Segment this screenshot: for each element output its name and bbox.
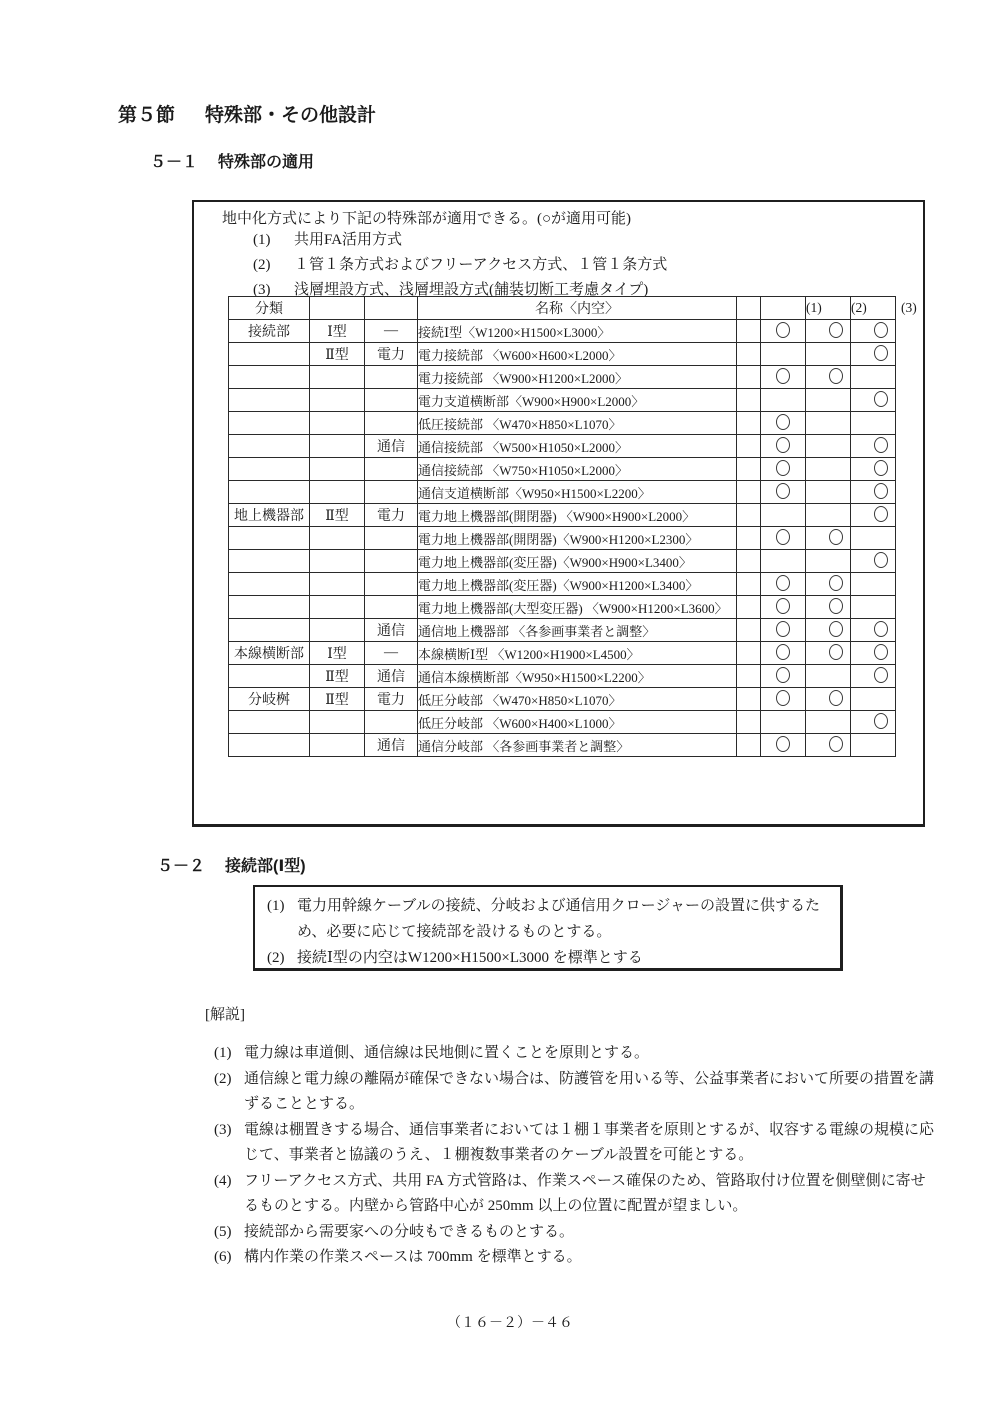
group-cell: [229, 366, 310, 389]
table-row: [229, 458, 896, 481]
subsection-5-2-heading: [157, 853, 306, 876]
header-cell: [761, 297, 806, 320]
mark-cell: [851, 573, 896, 596]
design-note-item: [267, 893, 828, 945]
group-cell: [229, 665, 310, 688]
item-text: 電力線は車道側、通信線は民地側に置くことを原則とする。: [244, 1045, 650, 1061]
header-cell: 名称〈内空〉: [418, 297, 737, 320]
group-cell: [365, 596, 418, 619]
group-cell: Ⅱ型: [310, 343, 365, 366]
spacer-cell: [737, 711, 761, 734]
circle-mark: [776, 575, 790, 591]
spec-name-cell: 電力地上機器部(開閉器) 〈W900×H900×L2000〉: [418, 504, 737, 527]
mark-cell: [806, 573, 851, 596]
mark-cell: [806, 481, 851, 504]
group-cell: [229, 458, 310, 481]
item-text: 通信線と電力線の離隔が確保できない場合は、防護管を用いる等、公益事業者において所要の措置を講ずることとする。: [244, 1070, 935, 1112]
circle-mark: [829, 598, 843, 614]
spec-name-cell: 低圧分岐部 〈W600×H400×L1000〉: [418, 711, 737, 734]
mark3-overflow-label: (3): [901, 300, 917, 315]
mark-cell: [761, 711, 806, 734]
spacer-cell: [737, 366, 761, 389]
circle-mark: [776, 621, 790, 637]
mark-cell: [806, 688, 851, 711]
group-cell: Ⅱ型: [310, 504, 365, 527]
circle-mark: [874, 621, 888, 637]
spacer-cell: [737, 734, 761, 757]
mark-cell: [806, 504, 851, 527]
group-cell: 電力: [365, 343, 418, 366]
spec-name-cell: 電力地上機器部(開閉器)〈W900×H1200×L2300〉: [418, 527, 737, 550]
mark-cell: [851, 481, 896, 504]
table-row: [229, 665, 896, 688]
group-cell: [229, 527, 310, 550]
mark-cell: [761, 734, 806, 757]
group-cell: Ⅱ型: [310, 688, 365, 711]
spacer-cell: [737, 642, 761, 665]
mark-cell: [851, 458, 896, 481]
spacer-cell: [737, 527, 761, 550]
mark-cell: [851, 527, 896, 550]
mark-cell: [851, 366, 896, 389]
mark-cell: [851, 619, 896, 642]
mark-cell: [761, 619, 806, 642]
spec-name-cell: 電力地上機器部(変圧器)〈W900×H1200×L3400〉: [418, 573, 737, 596]
group-cell: Ⅰ型: [310, 320, 365, 343]
group-cell: 電力: [365, 504, 418, 527]
item-text: 共用FA活用方式: [294, 232, 403, 248]
circle-mark: [874, 644, 888, 660]
spec-name-cell: 通信接続部 〈W500×H1050×L2000〉: [418, 435, 737, 458]
circle-mark: [874, 322, 888, 338]
mark-cell: [851, 596, 896, 619]
circle-mark: [829, 644, 843, 660]
table-row: [229, 734, 896, 757]
mark-cell: [806, 642, 851, 665]
group-cell: [310, 366, 365, 389]
spec-name-cell: 接続Ⅰ型〈W1200×H1500×L3000〉: [418, 320, 737, 343]
group-cell: [310, 550, 365, 573]
kaisetsu-item: [214, 1118, 936, 1169]
header-cell: [310, 297, 365, 320]
header-cell: [365, 297, 418, 320]
group-cell: [229, 734, 310, 757]
circle-mark: [874, 483, 888, 499]
group-cell: [310, 734, 365, 757]
mark-cell: [851, 550, 896, 573]
circle-mark: [874, 552, 888, 568]
group-cell: [365, 412, 418, 435]
mark-cell: [851, 642, 896, 665]
group-cell: [365, 389, 418, 412]
mark-cell: [851, 688, 896, 711]
circle-mark: [829, 368, 843, 384]
circle-mark: [829, 575, 843, 591]
mark-cell: [806, 366, 851, 389]
header-cell: (1): [806, 297, 851, 320]
group-cell: 通信: [365, 435, 418, 458]
circle-mark: [776, 414, 790, 430]
group-cell: [365, 458, 418, 481]
item-text: 電線は棚置きする場合、通信事業者においては１棚１事業者を原則とするが、収容する電線の規模に応じて、事業者と協議のうえ、１棚複数事業者のケーブル設置を可能とする。: [244, 1121, 935, 1163]
group-cell: [310, 389, 365, 412]
spec-name-cell: 電力地上機器部(大型変圧器) 〈W900×H1200×L3600〉: [418, 596, 737, 619]
circle-mark: [776, 460, 790, 476]
mark-cell: [761, 688, 806, 711]
mark-cell: [806, 550, 851, 573]
group-cell: [229, 596, 310, 619]
group-cell: [310, 711, 365, 734]
header-cell: 分類: [229, 297, 310, 320]
group-cell: 通信: [365, 734, 418, 757]
mark-cell: [806, 458, 851, 481]
group-cell: ―: [365, 320, 418, 343]
subsection-5-2-title: 接続部(Ⅰ型): [225, 858, 306, 875]
table-row: [229, 688, 896, 711]
item-number: (1): [253, 232, 271, 248]
mark-cell: [761, 343, 806, 366]
group-cell: [310, 435, 365, 458]
spec-name-cell: 通信本線横断部〈W950×H1500×L2200〉: [418, 665, 737, 688]
group-cell: [229, 619, 310, 642]
application-method-list: [253, 228, 667, 303]
table-row: [229, 366, 896, 389]
mark-cell: [806, 527, 851, 550]
circle-mark: [776, 690, 790, 706]
mark-cell: [761, 504, 806, 527]
design-note-item: [267, 945, 828, 971]
group-cell: 接続部: [229, 320, 310, 343]
mark-cell: [761, 458, 806, 481]
group-cell: [365, 481, 418, 504]
mark-cell: [761, 412, 806, 435]
circle-mark: [874, 345, 888, 361]
mark-cell: [761, 481, 806, 504]
item-text: 接続部から需要家への分岐もできるものとする。: [244, 1223, 575, 1240]
spacer-cell: [737, 481, 761, 504]
group-cell: 電力: [365, 688, 418, 711]
item-text: フリーアクセス方式、共用 FA 方式管路は、作業スペース確保のため、管路取付け位置を側壁側に寄せるものとする。内壁から管路中心が 250mm 以上の位置に配置が望ましい。: [244, 1172, 926, 1214]
table-row: [229, 642, 896, 665]
group-cell: [310, 596, 365, 619]
application-lead: 地中化方式により下記の特殊部が適用できる。(○が適用可能): [222, 211, 632, 227]
kaisetsu-item: [214, 1220, 936, 1246]
spec-name-cell: 通信分岐部 〈各参画事業者と調整〉: [418, 734, 737, 757]
item-number: (2): [214, 1070, 232, 1087]
spacer-cell: [737, 504, 761, 527]
mark-cell: [761, 435, 806, 458]
group-cell: [310, 458, 365, 481]
mark-cell: [806, 619, 851, 642]
item-text: 構内作業の作業スペースは 700mm を標準とする。: [244, 1249, 582, 1265]
kaisetsu-list: [214, 1041, 936, 1271]
mark-cell: [761, 389, 806, 412]
mark-cell: [761, 527, 806, 550]
circle-mark: [776, 483, 790, 499]
table-row: [229, 619, 896, 642]
mark-cell: [851, 504, 896, 527]
group-cell: 地上機器部: [229, 504, 310, 527]
mark-cell: [761, 596, 806, 619]
group-cell: [229, 573, 310, 596]
mark-cell: [806, 389, 851, 412]
circle-mark: [776, 598, 790, 614]
group-cell: ―: [365, 642, 418, 665]
mark-cell: [851, 711, 896, 734]
mark-cell: [806, 343, 851, 366]
circle-mark: [829, 690, 843, 706]
spec-name-cell: 電力接続部 〈W600×H600×L2000〉: [418, 343, 737, 366]
table-row: [229, 550, 896, 573]
circle-mark: [776, 368, 790, 384]
spec-name-cell: 電力支道横断部〈W900×H900×L2000〉: [418, 389, 737, 412]
section-title: 特殊部・その他設計: [205, 105, 377, 126]
table-row: [229, 573, 896, 596]
group-cell: 分岐桝: [229, 688, 310, 711]
kaisetsu-item: [214, 1245, 936, 1271]
circle-mark: [829, 621, 843, 637]
spacer-cell: [737, 688, 761, 711]
item-number: (1): [214, 1045, 232, 1061]
circle-mark: [874, 506, 888, 522]
mark-cell: [761, 665, 806, 688]
group-cell: [310, 527, 365, 550]
group-cell: [229, 711, 310, 734]
spacer-cell: [737, 458, 761, 481]
item-number: (3): [253, 282, 271, 298]
page-number: （１６－２）－４６: [447, 1316, 573, 1331]
table-row: [229, 343, 896, 366]
item-number: (3): [214, 1121, 232, 1138]
circle-mark: [776, 667, 790, 683]
spec-table-body: [229, 297, 896, 757]
spec-table-header-row: [229, 297, 896, 320]
group-cell: [310, 481, 365, 504]
group-cell: 本線横断部: [229, 642, 310, 665]
section-heading: [118, 100, 376, 127]
table-row: [229, 596, 896, 619]
spec-name-cell: 電力地上機器部(変圧器)〈W900×H900×L3400〉: [418, 550, 737, 573]
mark-cell: [806, 320, 851, 343]
mark-cell: [851, 734, 896, 757]
spec-name-cell: 通信接続部 〈W750×H1050×L2000〉: [418, 458, 737, 481]
group-cell: [310, 412, 365, 435]
mark-cell: [761, 642, 806, 665]
table-row: [229, 481, 896, 504]
table-row: [229, 320, 896, 343]
mark-cell: [761, 320, 806, 343]
item-text: １管１条方式およびフリーアクセス方式、１管１条方式: [294, 257, 668, 273]
circle-mark: [776, 736, 790, 752]
subsection-5-1-heading: [150, 149, 314, 172]
circle-mark: [874, 391, 888, 407]
circle-mark: [776, 644, 790, 660]
spacer-cell: [737, 550, 761, 573]
circle-mark: [829, 529, 843, 545]
spec-name-cell: 通信地上機器部 〈各参画事業者と調整〉: [418, 619, 737, 642]
table-row: [229, 435, 896, 458]
circle-mark: [829, 736, 843, 752]
item-text: 浅層埋設方式、浅層埋設方式(舗装切断工考慮タイプ): [294, 282, 649, 298]
item-number: (4): [214, 1172, 232, 1189]
subsection-5-2-number: ５－２: [157, 858, 206, 875]
mark-cell: [806, 734, 851, 757]
spec-name-cell: 本線横断Ⅰ型 〈W1200×H1900×L4500〉: [418, 642, 737, 665]
group-cell: [365, 711, 418, 734]
spacer-cell: [737, 320, 761, 343]
circle-mark: [776, 322, 790, 338]
mark-cell: [851, 389, 896, 412]
group-cell: 通信: [365, 619, 418, 642]
spec-name-cell: 通信支道横断部〈W950×H1500×L2200〉: [418, 481, 737, 504]
circle-mark: [776, 529, 790, 545]
item-text: 接続Ⅰ型の内空はW1200×H1500×L3000 を標準とする: [297, 950, 643, 966]
mark-cell: [851, 665, 896, 688]
item-number: (1): [267, 898, 285, 914]
group-cell: [310, 619, 365, 642]
spacer-cell: [737, 619, 761, 642]
item-text: 電力用幹線ケーブルの接続、分岐および通信用クロージャーの設置に供するため、必要に応じて接続部を設けるものとする。: [297, 898, 821, 940]
spacer-cell: [737, 412, 761, 435]
table-row: [229, 527, 896, 550]
circle-mark: [776, 437, 790, 453]
item-number: (2): [267, 950, 285, 966]
design-note-box: [253, 885, 843, 971]
group-cell: [365, 527, 418, 550]
subsection-5-1-number: ５－１: [150, 154, 199, 171]
kaisetsu-item: [214, 1041, 936, 1067]
spec-table: [228, 296, 896, 757]
group-cell: [365, 573, 418, 596]
mark-cell: [851, 320, 896, 343]
mark-cell: [806, 435, 851, 458]
circle-mark: [874, 460, 888, 476]
table-row: [229, 711, 896, 734]
group-cell: Ⅱ型: [310, 665, 365, 688]
group-cell: [229, 435, 310, 458]
header-cell: [737, 297, 761, 320]
kaisetsu-item: [214, 1169, 936, 1220]
mark-cell: [761, 550, 806, 573]
group-cell: [365, 366, 418, 389]
group-cell: 通信: [365, 665, 418, 688]
group-cell: [229, 389, 310, 412]
application-method-item: [253, 253, 667, 278]
circle-mark: [829, 322, 843, 338]
group-cell: [229, 412, 310, 435]
spacer-cell: [737, 389, 761, 412]
section-number: 第５節: [118, 105, 176, 126]
spec-name-cell: 低圧分岐部 〈W470×H850×L1070〉: [418, 688, 737, 711]
group-cell: [229, 550, 310, 573]
group-cell: [229, 481, 310, 504]
group-cell: [229, 343, 310, 366]
mark-cell: [806, 412, 851, 435]
mark-cell: [806, 665, 851, 688]
group-cell: [365, 550, 418, 573]
table-row: [229, 389, 896, 412]
subsection-5-1-title: 特殊部の適用: [218, 154, 315, 171]
mark-cell: [806, 711, 851, 734]
mark-cell: [851, 412, 896, 435]
circle-mark: [874, 437, 888, 453]
spacer-cell: [737, 343, 761, 366]
item-number: (5): [214, 1223, 232, 1240]
item-number: (2): [253, 257, 271, 273]
spec-name-cell: 低圧接続部 〈W470×H850×L1070〉: [418, 412, 737, 435]
mark-cell: [851, 435, 896, 458]
mark-cell: [761, 366, 806, 389]
application-method-item: [253, 228, 667, 253]
application-box: [192, 200, 925, 827]
spacer-cell: [737, 435, 761, 458]
item-number: (6): [214, 1249, 232, 1265]
table-row: [229, 412, 896, 435]
kaisetsu-label: [解説]: [205, 1007, 245, 1023]
circle-mark: [874, 713, 888, 729]
group-cell: Ⅰ型: [310, 642, 365, 665]
mark-cell: [851, 343, 896, 366]
kaisetsu-item: [214, 1067, 936, 1118]
mark-cell: [761, 573, 806, 596]
header-cell: (2): [851, 297, 896, 320]
table-row: [229, 504, 896, 527]
spacer-cell: [737, 596, 761, 619]
spacer-cell: [737, 665, 761, 688]
spacer-cell: [737, 573, 761, 596]
group-cell: [310, 573, 365, 596]
spec-name-cell: 電力接続部 〈W900×H1200×L2000〉: [418, 366, 737, 389]
mark-cell: [806, 596, 851, 619]
circle-mark: [874, 667, 888, 683]
